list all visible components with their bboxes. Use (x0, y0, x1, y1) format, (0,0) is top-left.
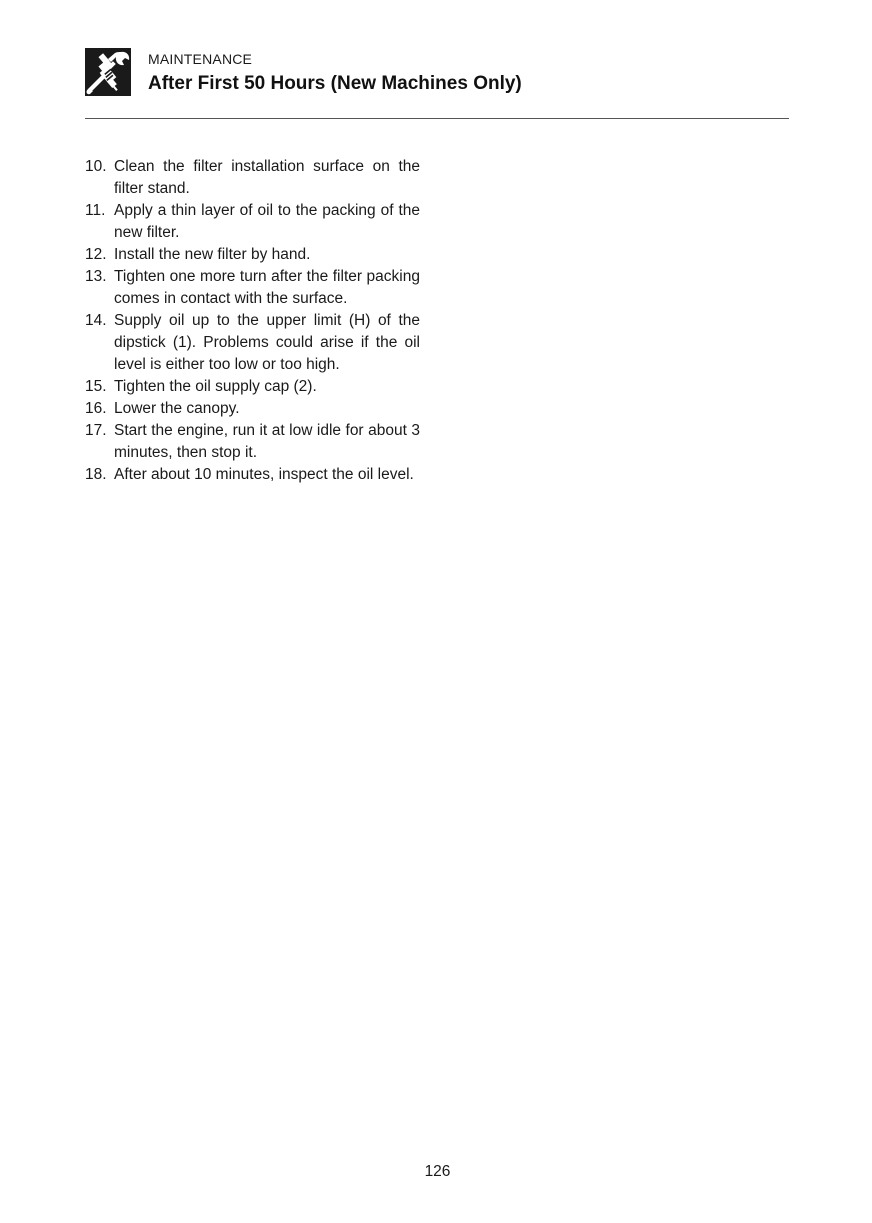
step-text: After about 10 minutes, inspect the oil level. (114, 466, 414, 483)
step-item (85, 310, 420, 376)
step-number: 15. (85, 378, 107, 395)
step-item (85, 266, 420, 310)
step-text: Apply a thin layer of oil to the packing of the new filter. (114, 202, 420, 241)
step-item (85, 244, 420, 266)
step-item (85, 420, 420, 464)
step-text: Supply oil up to the upper limit (H) of the dipstick (1). Problems could arise if the oil level is either too low or too high. (114, 312, 420, 373)
step-number: 18. (85, 466, 107, 483)
page-title: After First 50 Hours (New Machines Only) (148, 73, 522, 94)
step-number: 12. (85, 246, 107, 263)
step-text: Tighten the oil supply cap (2). (114, 378, 317, 395)
step-item (85, 200, 420, 244)
step-number: 14. (85, 312, 107, 329)
step-number: 11. (85, 202, 106, 219)
header-divider (85, 118, 789, 119)
page-number: 126 (424, 1163, 451, 1180)
step-item (85, 156, 420, 200)
step-text: Start the engine, run it at low idle for about 3 minutes, then stop it. (114, 422, 420, 461)
maintenance-steps-list (85, 156, 420, 486)
step-number: 16. (85, 400, 107, 417)
step-text: Clean the filter installation surface on the filter stand. (114, 158, 420, 197)
step-number: 13. (85, 268, 107, 285)
wrench-and-spark-plug-icon (85, 48, 131, 96)
step-item (85, 464, 420, 486)
step-text: Lower the canopy. (114, 400, 240, 417)
step-item (85, 376, 420, 398)
step-text: Install the new filter by hand. (114, 246, 311, 263)
step-number: 10. (85, 158, 107, 175)
step-item (85, 398, 420, 420)
step-number: 17. (85, 422, 107, 439)
step-text: Tighten one more turn after the filter packing comes in contact with the surface. (114, 268, 420, 307)
section-label: MAINTENANCE (148, 51, 253, 67)
